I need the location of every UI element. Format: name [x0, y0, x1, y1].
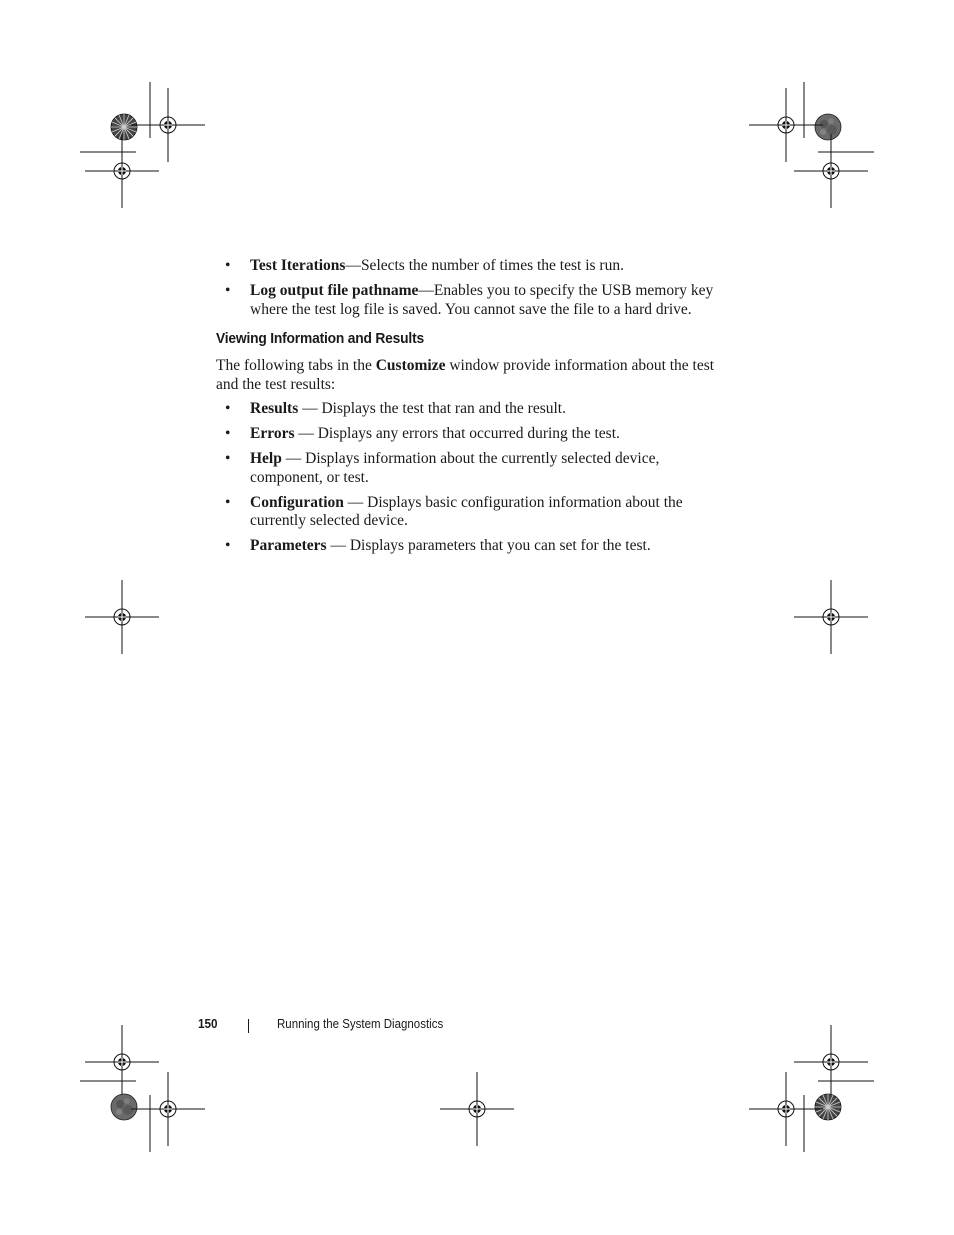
- tabs-list: [216, 400, 716, 556]
- section-heading: Viewing Information and Results: [216, 330, 424, 347]
- list-item-test-iterations: [216, 257, 716, 276]
- term: Errors: [250, 425, 295, 442]
- list-item-log-output-file-pathname: [216, 282, 716, 319]
- list-item-parameters: [216, 537, 716, 556]
- bullet: •: [225, 425, 231, 442]
- bullet: •: [225, 493, 231, 511]
- list-item-configuration: [216, 494, 716, 531]
- footer-divider: [248, 1019, 249, 1033]
- test-options-list: [216, 257, 716, 319]
- description: — Displays basic configuration information about the currently selected device.: [250, 493, 683, 529]
- term: Help: [250, 450, 282, 467]
- list-item-results: [216, 400, 716, 419]
- page-content: [216, 257, 716, 562]
- list-item-errors: [216, 425, 716, 444]
- bullet: •: [225, 537, 231, 554]
- description: — Displays information about the currently selected device, component, or test.: [250, 450, 660, 486]
- page-number: 150: [198, 1016, 218, 1031]
- description: — Displays the test that ran and the result.: [298, 400, 566, 417]
- description: —Selects the number of times the test is run.: [345, 257, 624, 274]
- description: — Displays parameters that you can set for the test.: [326, 537, 651, 554]
- section-intro: The following tabs in the Customize window provide information about the test and the test results:: [216, 357, 715, 393]
- term: Configuration: [250, 493, 344, 511]
- term: Parameters: [250, 537, 327, 554]
- chapter-title: Running the System Diagnostics: [277, 1017, 444, 1031]
- customize-term: Customize: [375, 357, 446, 374]
- bullet: •: [225, 282, 231, 299]
- description: —Enables you to specify the USB memory key where the test log file is saved. You cannot save the file to a hard drive.: [250, 282, 714, 318]
- bullet: •: [225, 450, 231, 467]
- term: Log output file pathname: [250, 282, 419, 299]
- bullet: •: [225, 257, 231, 274]
- term: Results: [250, 400, 299, 417]
- bullet: •: [225, 400, 231, 417]
- list-item-help: [216, 450, 716, 487]
- term: Test Iterations: [250, 257, 346, 274]
- page-footer: [0, 1014, 954, 1036]
- description: — Displays any errors that occurred during the test.: [294, 425, 620, 442]
